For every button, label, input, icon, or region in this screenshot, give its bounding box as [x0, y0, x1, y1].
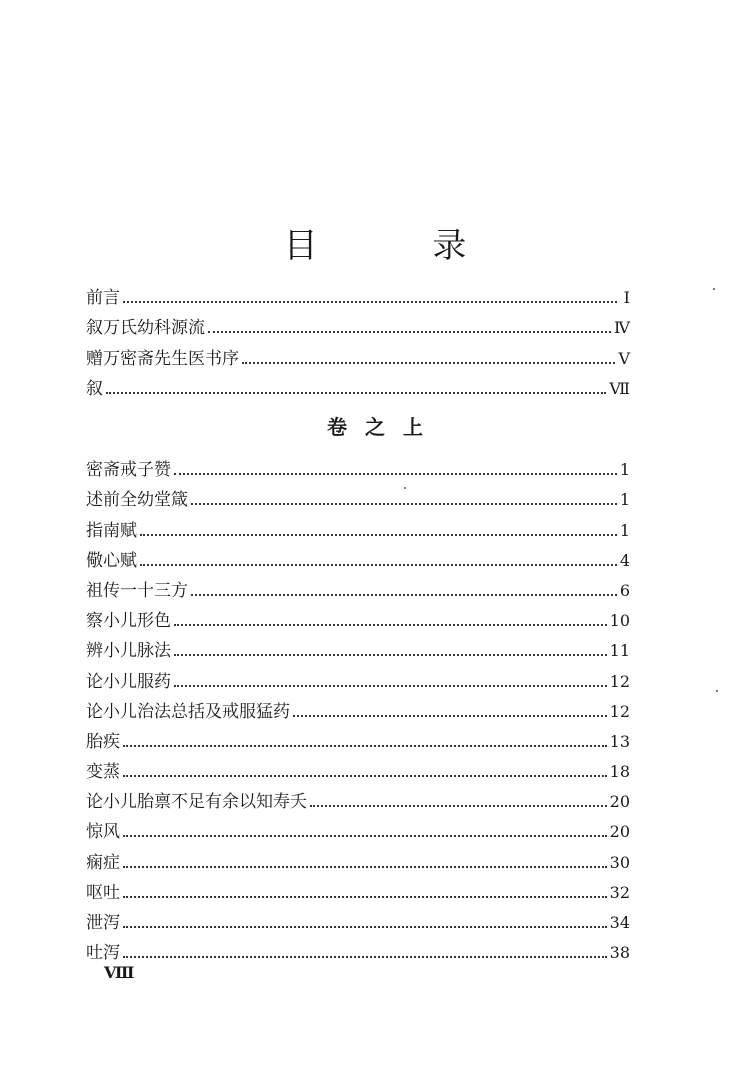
entry-label: 变蒸	[86, 762, 120, 783]
leader-dots	[123, 775, 607, 777]
page-title: 目 录	[283, 226, 519, 266]
leader-dots	[123, 926, 607, 928]
leader-dots	[174, 624, 607, 626]
entry-page: 1	[619, 520, 630, 540]
leader-dots	[140, 564, 617, 566]
entry-label: 叙	[86, 378, 103, 399]
entry-page: 38	[609, 943, 630, 963]
entry-label: 胎疾	[86, 731, 120, 752]
scan-speck	[716, 690, 718, 692]
entry-label: 述前全幼堂箴	[86, 490, 188, 511]
leader-dots	[242, 362, 615, 364]
page-number: Ⅷ	[104, 963, 135, 982]
entry-label: 吐泻	[86, 943, 120, 964]
entry-label: 儆心赋	[86, 550, 137, 571]
entry-page: Ⅶ	[609, 378, 630, 398]
leader-dots	[123, 896, 607, 898]
toc-entry[interactable]	[86, 308, 630, 338]
entry-page: 12	[609, 671, 630, 691]
leader-dots	[191, 503, 617, 505]
leader-dots	[140, 534, 617, 536]
toc-entry[interactable]	[86, 812, 630, 842]
toc-entry[interactable]	[86, 752, 630, 782]
toc-entry[interactable]	[86, 480, 630, 510]
toc-entry[interactable]	[86, 631, 630, 661]
entry-label: 论小儿胎禀不足有余以知寿夭	[86, 792, 307, 813]
entry-page: 10	[609, 611, 630, 631]
entry-label: 察小儿形色	[86, 611, 171, 632]
entry-page: 4	[619, 550, 630, 570]
entry-label: 惊风	[86, 822, 120, 843]
toc-entry[interactable]	[86, 722, 630, 752]
toc-entry[interactable]	[86, 661, 630, 691]
toc-entry[interactable]	[86, 842, 630, 872]
leader-dots	[293, 715, 607, 717]
toc-entry[interactable]	[86, 782, 630, 812]
entry-label: 呕吐	[86, 882, 120, 903]
entry-page: 18	[609, 762, 630, 782]
leader-dots	[123, 301, 617, 303]
entry-page: 1	[619, 460, 630, 480]
entry-label: 泄泻	[86, 913, 120, 933]
entry-page: Ⅰ	[623, 288, 630, 308]
toc-entry[interactable]	[86, 450, 630, 480]
entry-page: 12	[609, 701, 630, 721]
toc-entry[interactable]	[86, 541, 630, 571]
entry-label: 辨小儿脉法	[86, 641, 171, 662]
entry-page: 11	[609, 641, 630, 661]
entry-page: Ⅳ	[614, 318, 630, 338]
entry-page: 1	[619, 490, 630, 510]
toc-entry[interactable]	[86, 571, 630, 601]
leader-dots	[174, 473, 617, 475]
entry-label: 指南赋	[86, 520, 137, 541]
volume-entries-list	[86, 450, 630, 963]
section-heading: 卷之上	[327, 415, 441, 439]
entry-label: 痫症	[86, 852, 120, 873]
toc-entry[interactable]	[86, 278, 630, 308]
entry-page: 34	[609, 913, 630, 932]
leader-dots	[208, 331, 611, 333]
toc-entry[interactable]	[86, 369, 630, 399]
leader-dots	[106, 392, 606, 394]
entry-label: 赠万密斋先生医书序	[86, 348, 239, 369]
entry-page: 30	[609, 852, 630, 872]
entry-page: 20	[609, 792, 630, 812]
toc-entry[interactable]	[86, 873, 630, 903]
scan-speck	[713, 288, 715, 290]
front-matter-list	[86, 278, 630, 399]
leader-dots	[174, 654, 607, 656]
entry-page: 6	[619, 580, 630, 600]
entry-label: 论小儿治法总括及戒服猛药	[86, 701, 290, 722]
leader-dots	[123, 956, 607, 958]
leader-dots	[123, 866, 607, 868]
leader-dots	[123, 745, 607, 747]
entry-label: 前言	[86, 288, 120, 309]
entry-page: 20	[609, 822, 630, 842]
leader-dots	[310, 805, 607, 807]
toc-entry[interactable]	[86, 692, 630, 722]
toc-entry[interactable]	[86, 903, 630, 933]
entry-label: 叙万氏幼科源流	[86, 318, 205, 339]
leader-dots	[123, 835, 607, 837]
toc-entry[interactable]	[86, 338, 630, 368]
toc-entry[interactable]	[86, 601, 630, 631]
entry-label: 论小儿服药	[86, 671, 171, 692]
entry-page: 32	[609, 882, 630, 902]
entry-page: 13	[609, 731, 630, 751]
entry-label: 祖传一十三方	[86, 580, 188, 601]
scan-speck	[404, 487, 406, 489]
toc-entry[interactable]	[86, 933, 630, 963]
leader-dots	[191, 594, 617, 596]
leader-dots	[174, 685, 607, 687]
entry-label: 密斋戒子赞	[86, 460, 171, 481]
entry-page: Ⅴ	[618, 348, 630, 368]
toc-entry[interactable]	[86, 510, 630, 540]
